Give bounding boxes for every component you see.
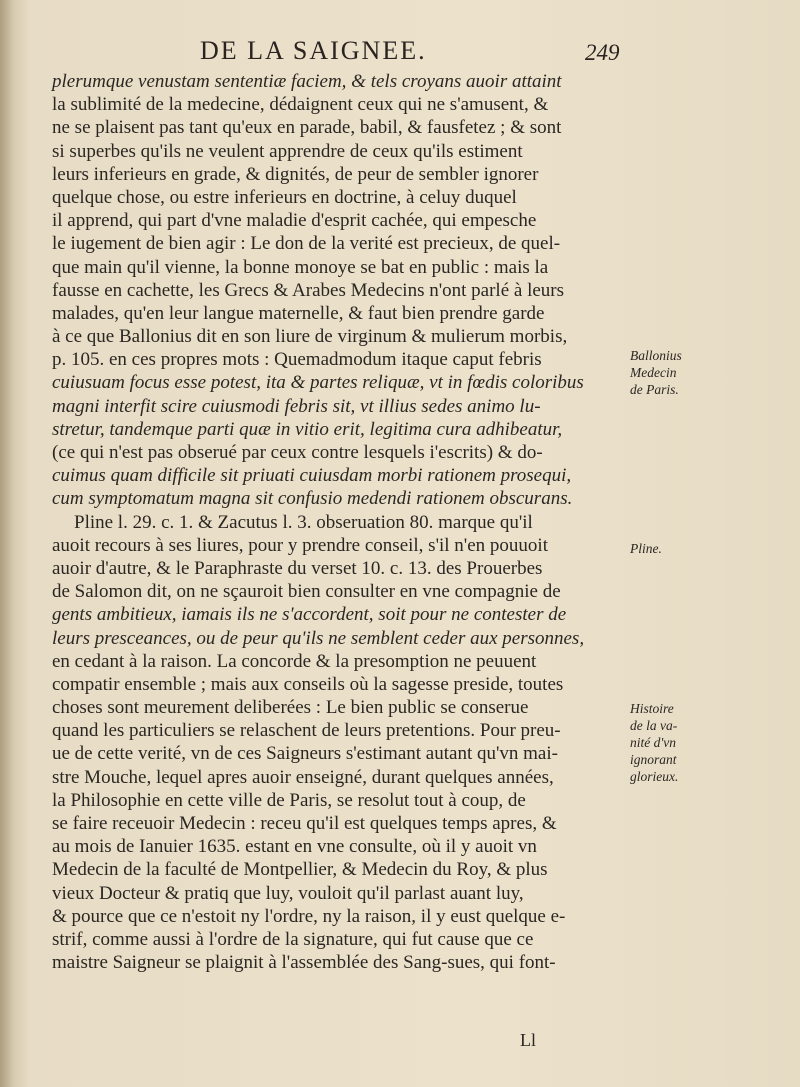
text-line: & pource que ce n'estoit ny l'ordre, ny la raison, il y eust quelque e- xyxy=(52,905,566,927)
note-line: Medecin xyxy=(630,365,677,380)
text-line: la sublimité de la medecine, dédaignent ceux qui ne s'amusent, & xyxy=(52,94,549,116)
text-line: la Philosophie en cette ville de Paris, se resolut tout à coup, de xyxy=(52,789,526,811)
text-line: choses sont meurement deliberées : Le bien public se conserue xyxy=(52,697,529,719)
text-line: fausse en cachette, les Grecs & Arabes Medecins n'ont parlé à leurs xyxy=(52,279,564,301)
body-text xyxy=(52,70,627,974)
text-line: p. 105. en ces propres mots : Quemadmodum itaque caput febris xyxy=(52,349,542,371)
note-line: Ballonius xyxy=(630,348,682,363)
text-line: quand les particuliers se relaschent de leurs pretentions. Pour preu- xyxy=(52,720,561,742)
text-line: auoit recours à ses liures, pour y prendre conseil, s'il n'en pouuoit xyxy=(52,534,548,556)
text-line: au mois de Ianuier 1635. estant en vne consulte, où il y auoit vn xyxy=(52,836,537,858)
text-line: stretur, tandemque parti quæ in vitio erit, legitima cura adhibeatur, xyxy=(52,418,563,440)
text-line: il apprend, qui part d'vne maladie d'esprit cachée, qui empesche xyxy=(52,210,537,232)
text-line: (ce qui n'est pas obserué par ceux contre lesquels i'escrits) & do- xyxy=(52,442,543,463)
text-line: que main qu'il vienne, la bonne monoye se bat en public : mais la xyxy=(52,256,549,278)
text-line: compatir ensemble ; mais aux conseils où la sagesse preside, toutes xyxy=(52,673,564,695)
text-line: à ce que Ballonius dit en son liure de virginum & mulierum morbis, xyxy=(52,326,568,348)
note-line: nité d'vn xyxy=(630,735,676,750)
text-line: cum symptomatum magna sit confusio medendi rationem obscurans. xyxy=(52,488,573,510)
text-line: strif, comme aussi à l'ordre de la signature, qui fut cause que ce xyxy=(52,928,534,950)
text-line: maistre Saigneur se plaignit à l'assemblée des Sang-sues, qui font- xyxy=(52,952,556,974)
text-line: magni interfit scire cuiusmodi febris sit, vt illius sedes animo lu- xyxy=(52,395,541,417)
text-line: stre Mouche, lequel apres auoir enseigné, durant quelques années, xyxy=(52,766,554,788)
note-line: ignorant xyxy=(630,752,677,767)
margin-note-ballonius xyxy=(630,347,795,398)
text-line: ue de cette verité, vn de ces Saigneurs s'estimant autant qu'vn mai- xyxy=(52,743,558,765)
running-title: DE LA SAIGNEE. xyxy=(200,36,427,65)
text-line: le iugement de bien agir : Le don de la verité est precieux, de quel- xyxy=(52,233,561,255)
text-line: se faire receuoir Medecin : receu qu'il est quelques temps apres, & xyxy=(52,813,557,834)
text-line: en cedant à la raison. La concorde & la presomption ne peuuent xyxy=(52,650,537,672)
text-line: de Salomon dit, on ne sçauroit bien consulter en vne compagnie de xyxy=(52,581,561,603)
signature-mark: Ll xyxy=(520,1030,536,1050)
text-line: Pline l. 29. c. 1. & Zacutus l. 3. obseruation 80. marque qu'il xyxy=(74,511,533,533)
note-line: de la va- xyxy=(630,718,678,733)
text-line: leurs presceances, ou de peur qu'ils ne semblent ceder aux personnes, xyxy=(52,627,585,649)
margin-notes xyxy=(630,0,800,1087)
text-line: quelque chose, ou estre inferieurs en doctrine, à celuy duquel xyxy=(52,186,517,208)
margin-note-histoire xyxy=(630,700,795,785)
text-line: auoir d'autre, & le Paraphraste du verset 10. c. 13. des Prouerbes xyxy=(52,557,543,579)
text-line: cuimus quam difficile sit priuati cuiusdam morbi rationem prosequi, xyxy=(52,465,572,487)
page-number: 249 xyxy=(585,40,620,65)
text-line: si superbes qu'ils ne veulent apprendre de ceux qu'ils estiment xyxy=(52,140,523,162)
note-line: Pline. xyxy=(630,541,662,556)
note-line: glorieux. xyxy=(630,769,679,784)
text-line: cuiusuam focus esse potest, ita & partes reliquæ, vt in fœdis coloribus xyxy=(52,372,584,394)
text-line: ne se plaisent pas tant qu'eux en parade, babil, & fausfetez ; & sont xyxy=(52,117,562,139)
margin-note-pline xyxy=(630,540,795,557)
text-line: Medecin de la faculté de Montpellier, & Medecin du Roy, & plus xyxy=(52,859,548,881)
text-line: leurs inferieurs en grade, & dignités, de peur de sembler ignorer xyxy=(52,163,539,185)
text-line: vieux Docteur & pratiq que luy, vouloit qu'il parlast auant luy, xyxy=(52,882,524,904)
text-line: plerumque venustam sententiæ faciem, & tels croyans auoir attaint xyxy=(52,71,562,92)
note-line: de Paris. xyxy=(630,382,679,397)
note-line: Histoire xyxy=(630,701,674,716)
text-line: gents ambitieux, iamais ils ne s'accordent, soit pour ne contester de xyxy=(52,604,567,626)
text-line: malades, qu'en leur langue maternelle, & faut bien prendre garde xyxy=(52,302,545,324)
